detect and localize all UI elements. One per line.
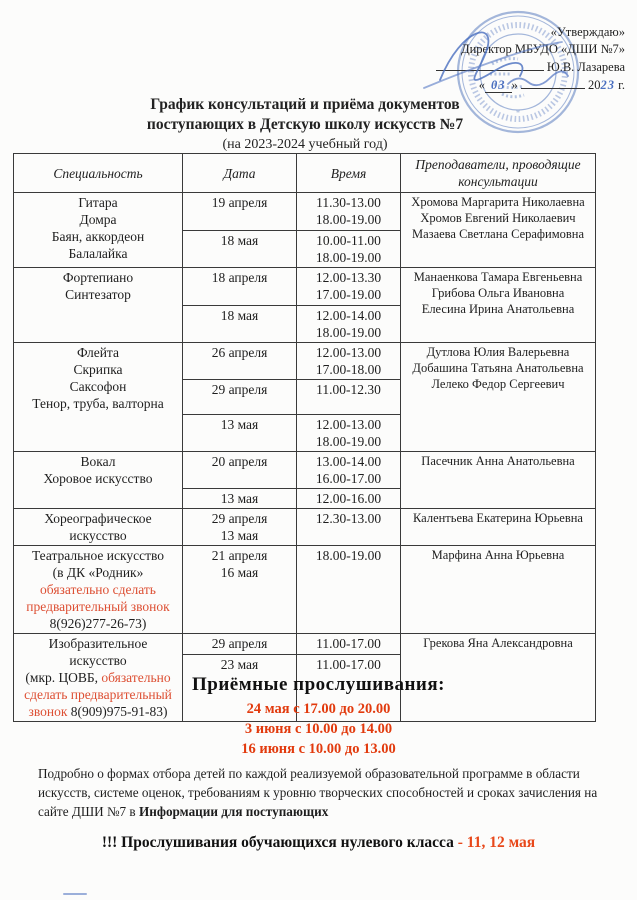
table-row bbox=[14, 634, 596, 655]
audition-date-item: 16 июня с 10.00 до 13.00 bbox=[241, 741, 396, 757]
time-cell: 11.00-17.00 bbox=[297, 655, 401, 722]
note-text: Подробно о формах отбора детей по каждой реализуемой образовательной программе в области искусств, системе оценок, требованиям к уровню творческих способностей и сроках зачисления на сайте ДШИ №7 в bbox=[38, 766, 598, 819]
teachers-cell: Пасечник Анна Анатольевна bbox=[401, 452, 596, 509]
time-cell: 12.00-16.00 bbox=[297, 489, 401, 509]
year-printed: 20 bbox=[588, 78, 601, 92]
time-cell: 11.00-12.30 bbox=[297, 380, 401, 415]
specialty-cell: Изобразительное искусство (мкр. ЦОВБ, обязательно сделать предварительный звонок 8(909)975-91-83) bbox=[14, 634, 183, 722]
time-cell: 11.30-13.00 18.00-19.00 bbox=[297, 193, 401, 231]
table-row bbox=[14, 546, 596, 634]
teachers-cell: Дутлова Юлия Валерьевна Добашина Татьяна Анатольевна Лелеко Федор Сергеевич bbox=[401, 343, 596, 452]
date-cell: 13 мая bbox=[183, 415, 297, 452]
time-cell: 11.00-17.00 bbox=[297, 634, 401, 655]
time-cell: 12.00-13.00 18.00-19.00 bbox=[297, 415, 401, 452]
quote-open: « bbox=[478, 78, 486, 92]
auditions-heading: Приёмные прослушивания: bbox=[192, 674, 445, 695]
date-cell: 29 апреля bbox=[183, 380, 297, 415]
date-cell: 18 мая bbox=[183, 306, 297, 343]
column-header: Дата bbox=[183, 154, 297, 193]
date-cell: 26 апреля bbox=[183, 343, 297, 380]
table-row bbox=[14, 452, 596, 489]
time-cell: 12.30-13.00 bbox=[297, 509, 401, 546]
title-line-1: График консультаций и приёма документов bbox=[150, 96, 460, 113]
note-bold: Информации для поступающих bbox=[138, 804, 329, 819]
quote-close: » bbox=[511, 78, 518, 92]
year-suffix: г. bbox=[618, 78, 625, 92]
teachers-cell: Марфина Анна Юрьевна bbox=[401, 546, 596, 634]
time-cell: 18.00-19.00 bbox=[297, 546, 401, 634]
teachers-cell: Манаенкова Тамара Евгеньевна Грибова Ольга Ивановна Елесина Ирина Анатольевна bbox=[401, 268, 596, 343]
specialty-cell: Театральное искусство (в ДК «Родник» обязательно сделать предварительный звонок 8(926)277-26-73) bbox=[14, 546, 183, 634]
document-title bbox=[0, 95, 610, 154]
time-cell: 12.00-13.00 17.00-18.00 bbox=[297, 343, 401, 380]
specialty-cell: Гитара Домра Баян, аккордеон Балалайка bbox=[14, 193, 183, 268]
teachers-cell: Хромова Маргарита Николаевна Хромов Евгений Николаевич Мазаева Светлана Серафимовна bbox=[401, 193, 596, 268]
table-header bbox=[14, 154, 596, 193]
date-cell: 18 мая bbox=[183, 231, 297, 268]
date-cell: 23 мая bbox=[183, 655, 297, 722]
footer-red-dates: - 11, 12 мая bbox=[457, 834, 536, 851]
handwritten-day: 03 bbox=[485, 78, 512, 93]
date-cell: 13 мая bbox=[183, 489, 297, 509]
time-cell: 10.00-11.00 18.00-19.00 bbox=[297, 231, 401, 268]
table-row bbox=[14, 193, 596, 231]
consultation-schedule-table bbox=[13, 153, 596, 722]
date-cell: 19 апреля bbox=[183, 193, 297, 231]
specialty-cell: Хореографическое искусство bbox=[14, 509, 183, 546]
time-cell: 12.00-14.00 18.00-19.00 bbox=[297, 306, 401, 343]
auditions-section bbox=[0, 674, 637, 759]
column-header: Время bbox=[297, 154, 401, 193]
auditions-list bbox=[0, 699, 637, 759]
time-cell: 12.00-13.30 17.00-19.00 bbox=[297, 268, 401, 306]
audition-date-item: 3 июня с 10.00 до 14.00 bbox=[244, 721, 393, 737]
date-cell: 20 апреля bbox=[183, 452, 297, 489]
title-line-2: поступающих в Детскую школу искусств №7 bbox=[146, 116, 464, 133]
approval-line: «Утверждаю» bbox=[550, 25, 625, 39]
table-row bbox=[14, 268, 596, 306]
specialty-cell: Фортепиано Синтезатор bbox=[14, 268, 183, 343]
scan-artifact-mark bbox=[63, 893, 87, 895]
handwritten-year: 23 bbox=[600, 78, 616, 92]
info-note bbox=[38, 764, 600, 821]
svg-text:*: * bbox=[515, 108, 521, 118]
column-header: Преподаватели, проводящие консультации bbox=[401, 154, 596, 193]
date-cell: 29 апреля bbox=[183, 634, 297, 655]
audition-date-item: 24 мая с 17.00 до 20.00 bbox=[246, 701, 391, 717]
specialty-cell: Флейта Скрипка Саксофон Тенор, труба, валторна bbox=[14, 343, 183, 452]
title-line-3: (на 2023-2024 учебный год) bbox=[222, 137, 388, 152]
date-cell: 18 апреля bbox=[183, 268, 297, 306]
table-row bbox=[14, 509, 596, 546]
specialty-cell: Вокал Хоровое искусство bbox=[14, 452, 183, 509]
approval-line: Директор МБУДО «ДШИ №7» bbox=[461, 42, 625, 56]
signer-name: Ю.В. Лазарева bbox=[546, 60, 625, 74]
column-header: Специальность bbox=[14, 154, 183, 193]
time-cell: 13.00-14.00 16.00-17.00 bbox=[297, 452, 401, 489]
teachers-cell: Грекова Яна Александровна bbox=[401, 634, 596, 722]
zero-class-auditions-line bbox=[0, 834, 637, 852]
teachers-cell: Калентьева Екатерина Юрьевна bbox=[401, 509, 596, 546]
table-row bbox=[14, 343, 596, 380]
date-cell: 29 апреля 13 мая bbox=[183, 509, 297, 546]
date-cell: 21 апреля 16 мая bbox=[183, 546, 297, 634]
footer-black-text: !!! Прослушивания обучающихся нулевого класса bbox=[101, 834, 458, 851]
